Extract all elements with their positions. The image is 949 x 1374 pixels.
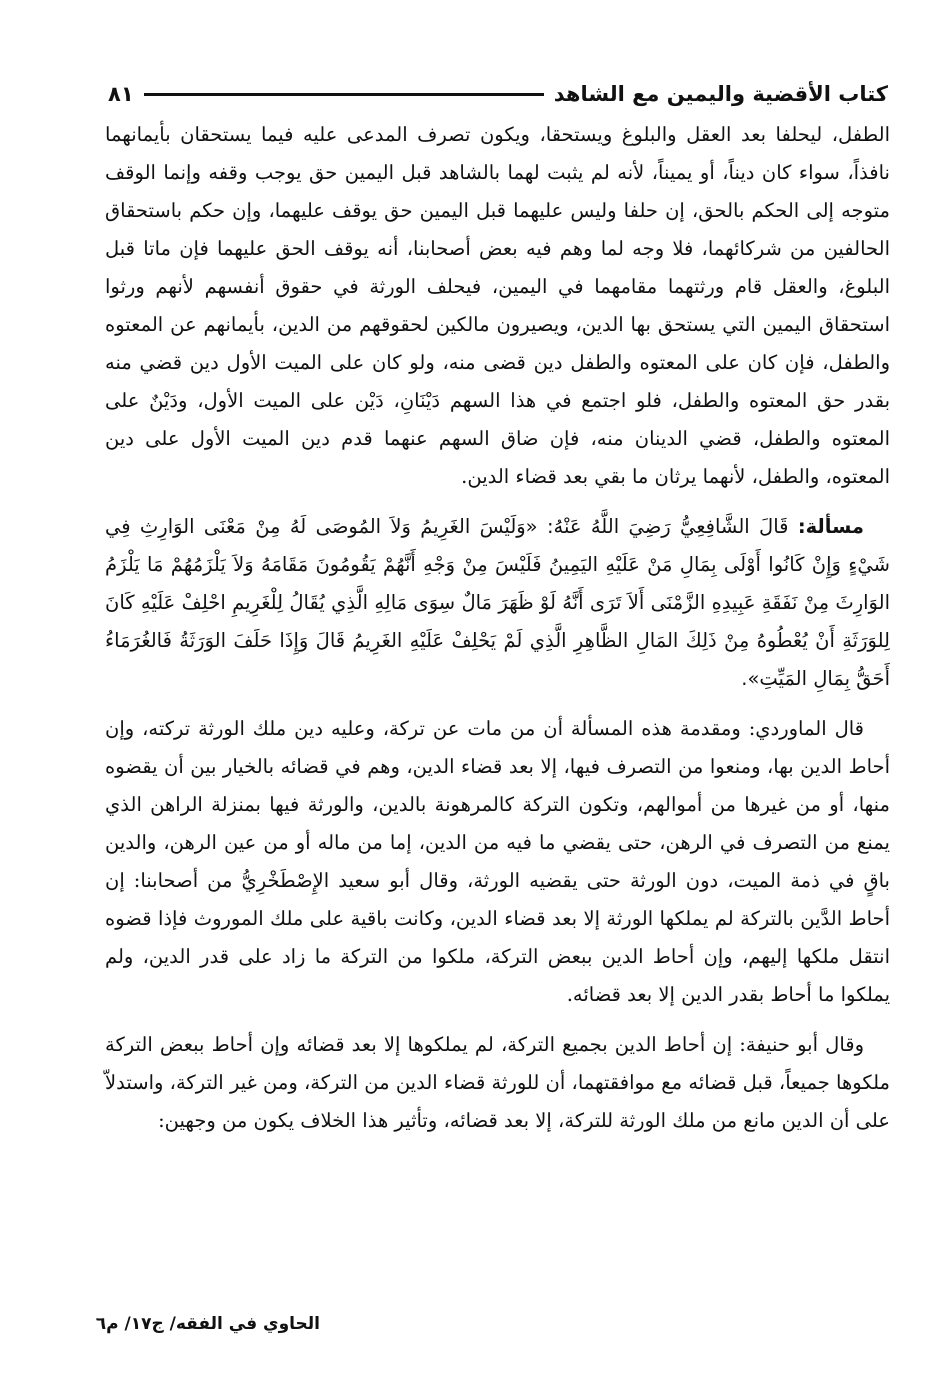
page-footer: الحاوي في الفقه/ ج١٧/ م٦ (95, 1314, 320, 1334)
masala-paragraph (105, 508, 890, 698)
page-number: ٨١ (108, 82, 134, 106)
page-header (108, 76, 888, 112)
paragraph-abu-hanifa: وقال أبو حنيفة: إن أحاط الدين بجميع التركة، لم يملكوها إلا بعد قضائه وإن أحاط ببعض التركة ملكوها جميعاً، قبل قضائه مع موافقتهما، أن للورثة قضاء الدين من التركة، ومن غير التركة، واستدلاّ على أن الدين مانع من ملك الورثة للتركة، إلا بعد قضائه، وتأثير هذا الخلاف يكون من وجهين: (105, 1033, 890, 1132)
masala-label: مسألة: (797, 515, 864, 538)
page-body (105, 116, 890, 1140)
masala-intro: قَالَ الشَّافِعِيُّ رَضِيَ اللَّهُ عَنْهُ: (546, 515, 789, 538)
shafii-quote: «وَلَيْسَ الغَرِيمُ وَلاَ المُوصَى لَهُ مِنْ مَعْنَى الوَارِثِ فِي شَيْءٍ وَإِنْ كَانُوا أَوْلَى بِمَالِ مَنْ عَلَيْهِ اليَمِينُ فَلَيْسَ مِنْ وَجْهِ أَنَّهُمْ يَقُومُونَ مَقَامَهُ وَلاَ يَلْزَمُهُمْ مَا يَلْزَمُ الوَارِثَ مِنْ نَفَقَةِ عَبِيدِهِ الزَّمْنَى أَلاَ تَرَى أَنَّهُ لَوْ ظَهَرَ مَالٌ سِوَى مَالِهِ الَّذِي يُقَالُ لِلْغَرِيمِ احْلِفْ عَلَيْهِ كَانَ لِلوَرَثَةِ أَنْ يُعْطُوهُ مِنْ ذَلِكَ المَالِ الظَّاهِرِ الَّذِي لَمْ يَحْلِفْ عَلَيْهِ الغَرِيمُ قَالَ وَإِذَا حَلَفَ الوَرَثَةُ فَالغُرَمَاءُ أَحَقُّ بِمَالِ المَيِّتِ». (105, 515, 890, 690)
paragraph-continuation: الطفل، ليحلفا بعد العقل والبلوغ ويستحقا، ويكون تصرف المدعى عليه فيما يستحقان بأيمانهما نافذاً، سواء كان ديناً، أو يميناً، لأنه لم يثبت لهما بالشاهد قبل اليمين حق يوجب وقفه وإنما الوقف متوجه إلى الحكم بالحق، إن حلفا وليس عليهما قبل اليمين حق يوقف عليهما، وإن حكم باستحقاق الحالفين من شركائهما، فلا وجه لما وهم فيه بعض أصحابنا، أنه يوقف الحق عليهما فإن ماتا قبل البلوغ، والعقل قام ورثتهما مقامهما في اليمين، فيحلف الورثة في حقوق أنفسهم لأنهم ورثوا استحقاق اليمين التي يستحق بها الدين، ويصيرون مالكين لحقوقهم من الدين، بأيمانهم عن المعتوه والطفل، فإن كان على المعتوه والطفل دين قضى منه، ولو كان على الميت الأول دين قضي منه بقدر حق المعتوه والطفل، فلو اجتمع في هذا السهم دَيْنَانِ، دَيْن على الميت الأول، ودَيْنٌ على المعتوه والطفل، قضي الدينان منه، فإن ضاق السهم عنهما قدم دين الميت الأول على دين المعتوه، والطفل، لأنهما يرثان ما بقي بعد قضاء الدين. (105, 123, 890, 488)
running-title: كتاب الأقضية واليمين مع الشاهد (553, 82, 888, 106)
header-rule (144, 93, 544, 96)
paragraph-mawardi: قال الماوردي: ومقدمة هذه المسألة أن من مات عن تركة، وعليه دين ملك الورثة تركته، وإن أحاط الدين بها، ومنعوا من التصرف فيها، إلا بعد قضاء الدين، وهم في قضائه بالخيار بين أن يقضوه منها، أو من غيرها من أموالهم، وتكون التركة كالمرهونة بالدين، والورثة فيها بمنزلة الراهن الذي يمنع من التصرف في الرهن، حتى يقضي ما فيه من الدين، إما من ماله أو من عين الرهن، والدين باقٍ في ذمة الميت، دون الورثة حتى يقضيه الورثة، وقال أبو سعيد الإِصْطَخْرِيُّ من أصحابنا: إن أحاط الدَّين بالتركة لم يملكها الورثة إلا بعد قضاء الدين، وكانت باقية على ملك الموروث فإذا قضوه انتقل ملكها إليهم، وإن أحاط الدين ببعض التركة، ملكوا من التركة ما زاد على قدر الدين، ولم يملكوا ما أحاط بقدر الدين إلا بعد قضائه. (105, 717, 890, 1006)
